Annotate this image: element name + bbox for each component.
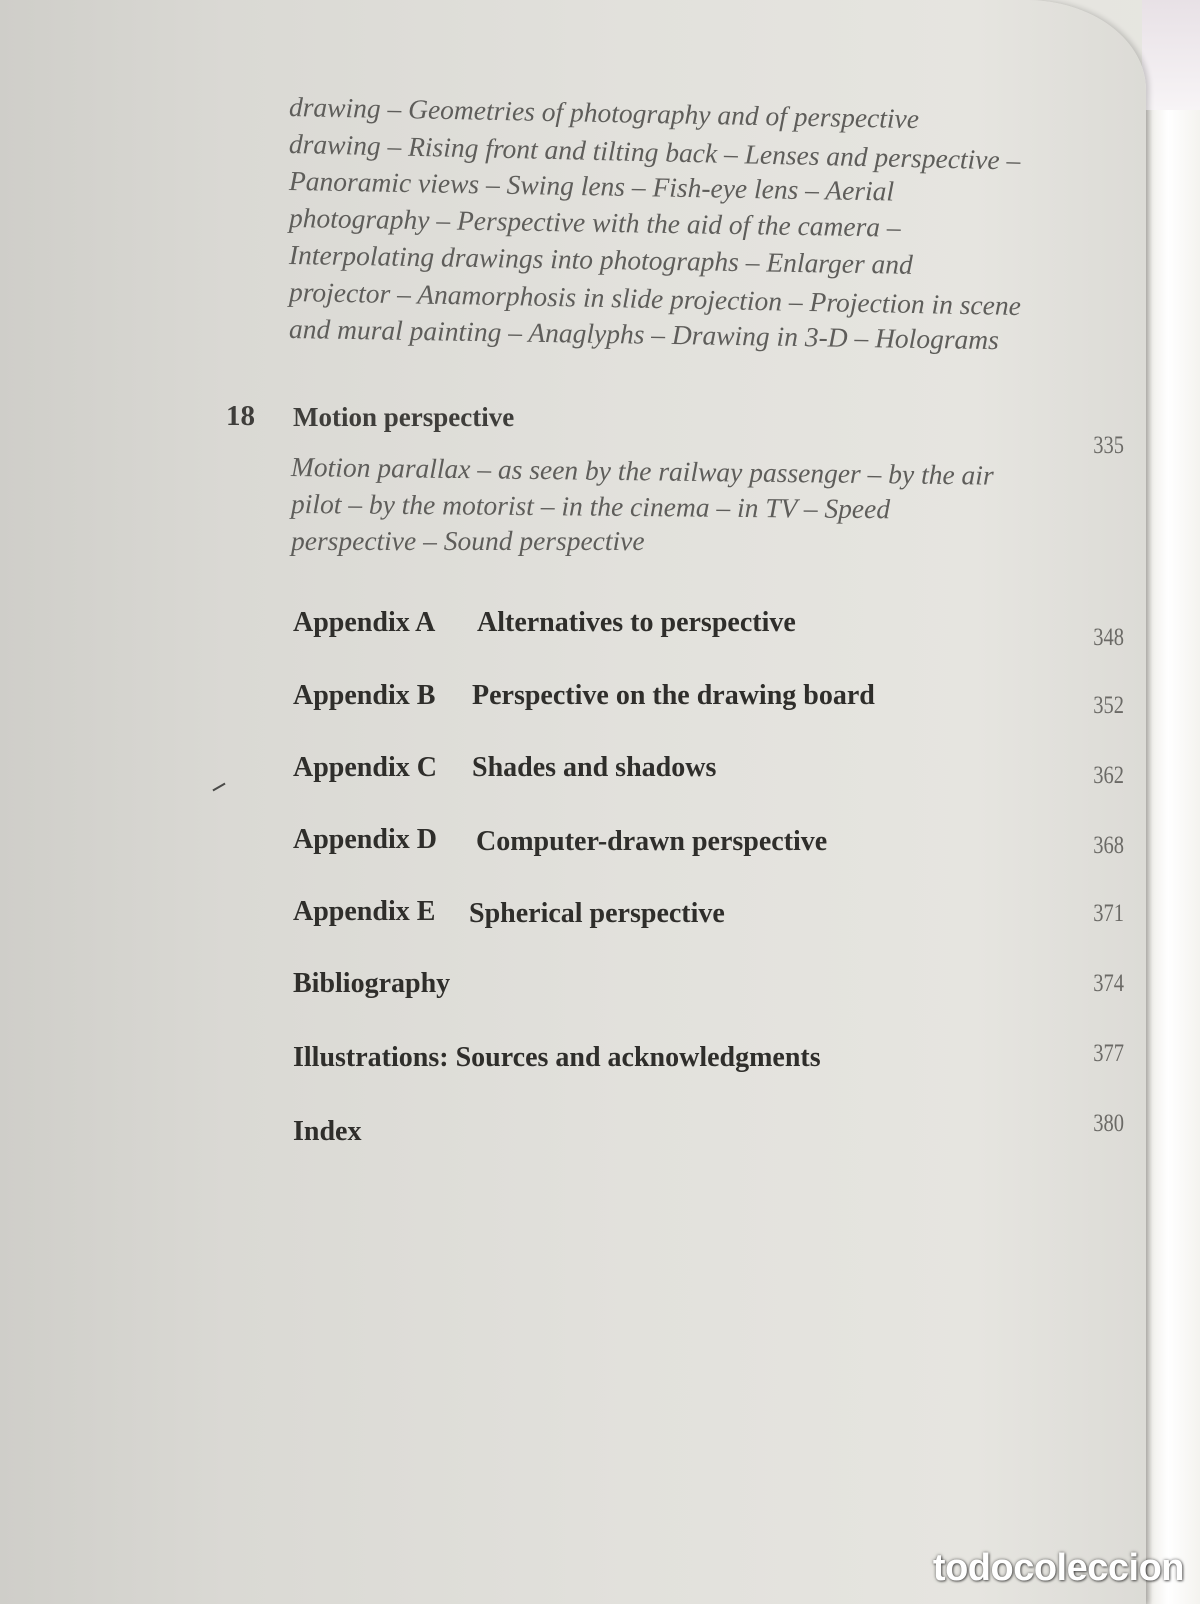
appendix-c-title: Shades and shadows	[472, 752, 717, 783]
appendix-c-page: 362	[1093, 762, 1124, 789]
appendix-c-label: Appendix C	[293, 752, 437, 783]
description-line: drawing – Rising front and tilting back – Lenses and perspective –	[288, 128, 1021, 176]
appendix-b-title: Perspective on the drawing board	[472, 680, 875, 711]
description-line: Motion parallax – as seen by the railway passenger – by the air	[290, 451, 994, 491]
previous-chapter-description	[288, 88, 1022, 356]
pen-mark	[212, 783, 225, 792]
bibliography-title: Bibliography	[293, 968, 451, 999]
appendix-a-label: Appendix A	[293, 607, 436, 638]
appendix-b-label: Appendix B	[293, 680, 436, 711]
description-line: perspective – Sound perspective	[291, 525, 645, 556]
appendix-d-page: 368	[1093, 832, 1124, 859]
appendix-a-page: 348	[1093, 624, 1124, 651]
index-title: Index	[293, 1116, 362, 1147]
illustrations-title: Illustrations: Sources and acknowledgments	[293, 1042, 821, 1073]
chapter-title: Motion perspective	[293, 402, 515, 432]
description-line: drawing – Geometries of photography and of perspective	[288, 91, 920, 135]
appendix-e-label: Appendix E	[293, 896, 436, 927]
appendix-b-page: 352	[1093, 692, 1124, 719]
appendix-e-page: 371	[1093, 900, 1124, 927]
description-line: Panoramic views – Swing lens – Fish-eye lens – Aerial	[288, 165, 895, 207]
illustrations-page: 377	[1093, 1040, 1124, 1067]
bibliography-page: 374	[1093, 970, 1124, 997]
description-line: Interpolating drawings into photographs – Enlarger and	[288, 239, 914, 280]
appendix-d-label: Appendix D	[293, 824, 437, 855]
watermark-logo: todocoleccion	[932, 1547, 1184, 1589]
index-page: 380	[1093, 1110, 1124, 1137]
description-line: pilot – by the motorist – in the cinema – in TV – Speed	[290, 488, 891, 525]
appendix-a-title: Alternatives to perspective	[477, 607, 796, 638]
appendix-e-title: Spherical perspective	[469, 898, 725, 929]
chapter-description	[291, 448, 994, 559]
description-line: photography – Perspective with the aid of the camera –	[288, 202, 901, 243]
appendix-d-title: Computer-drawn perspective	[476, 826, 828, 857]
chapter-page-number: 335	[1093, 432, 1124, 459]
chapter-number: 18	[226, 400, 255, 432]
description-line: and mural painting – Anaglyphs – Drawing in 3-D – Holograms	[288, 313, 1000, 356]
next-page-edge	[1142, 0, 1200, 1604]
description-line: projector – Anamorphosis in slide projection – Projection in scene	[288, 276, 1022, 322]
